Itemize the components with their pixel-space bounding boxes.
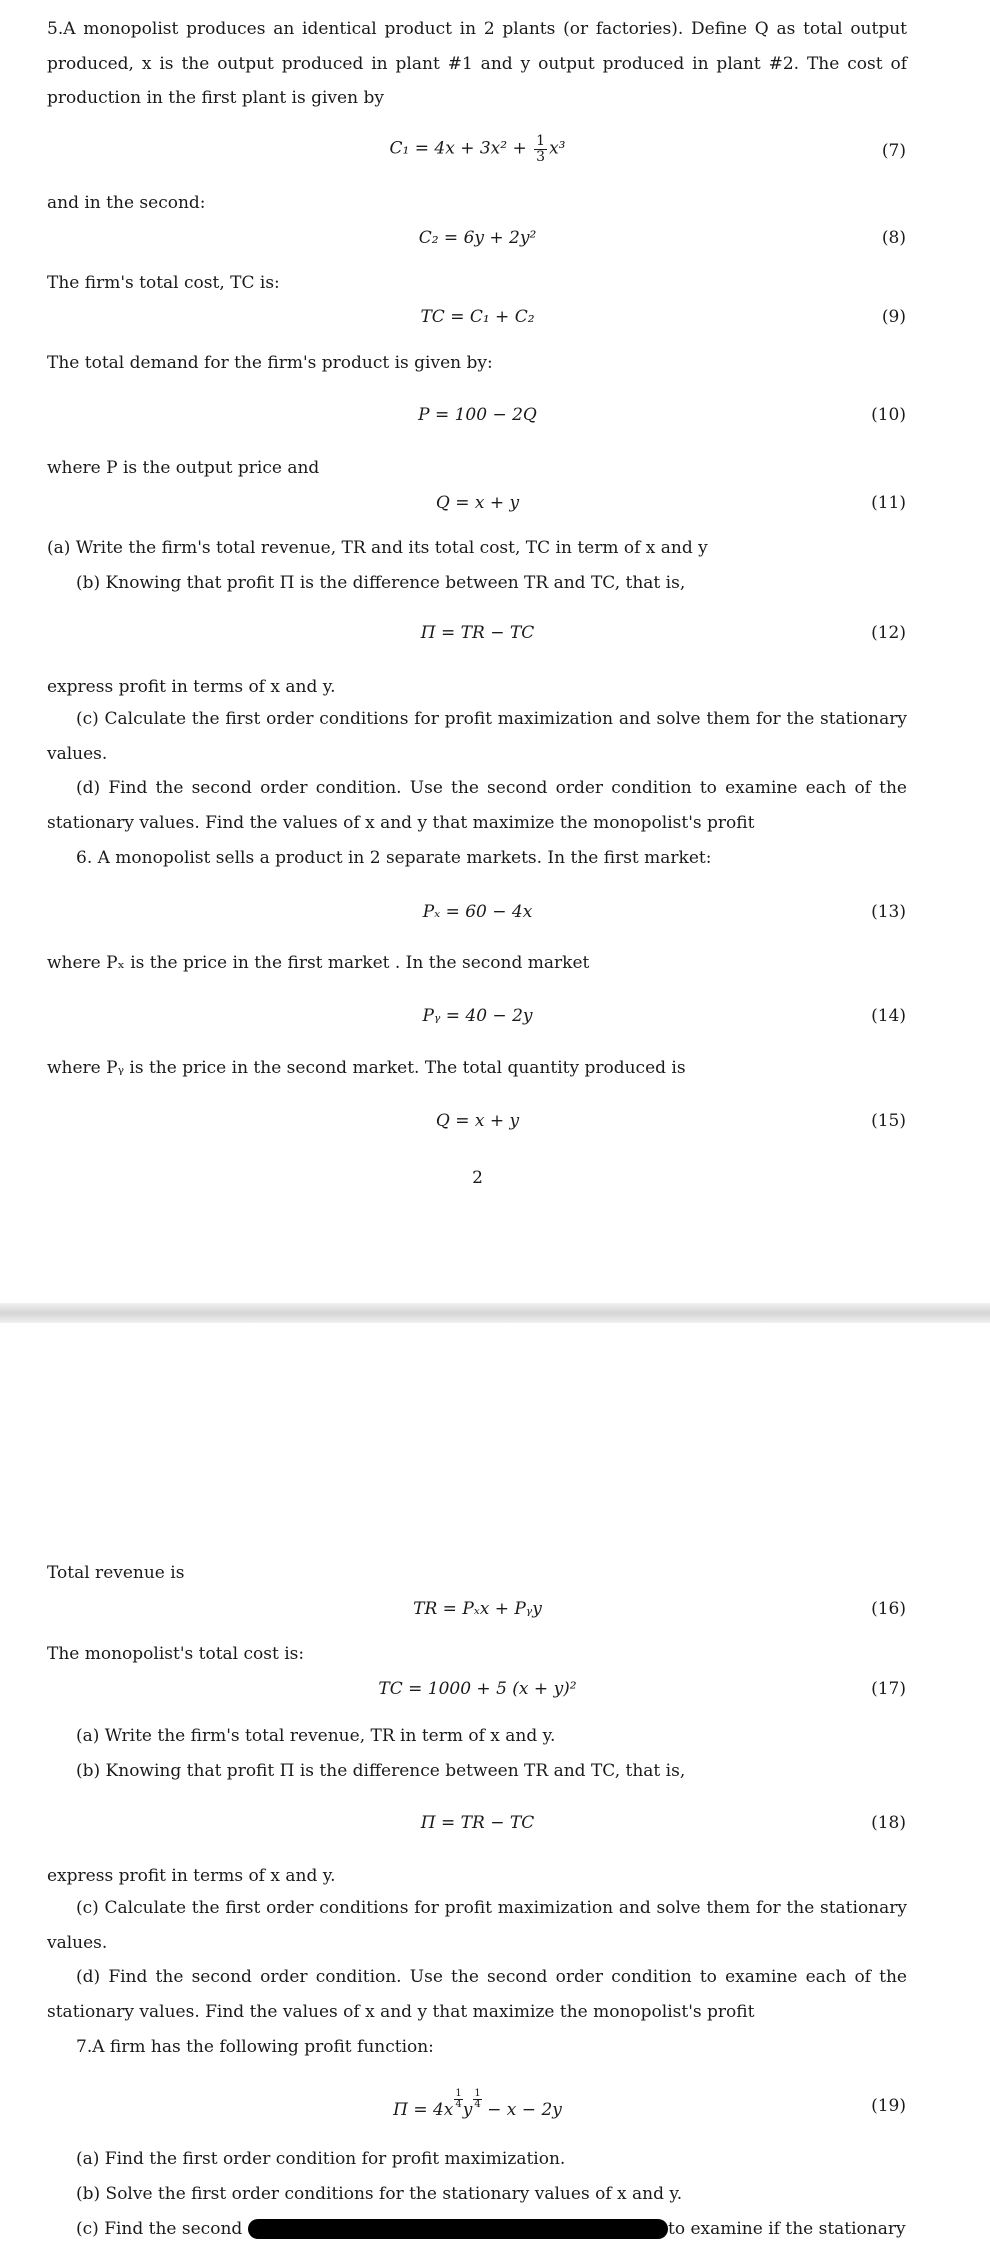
equation-number: (17) (871, 1679, 906, 1699)
equation-number: (15) (871, 1111, 906, 1131)
text-line: where Pₓ is the price in the first market . In the second market (47, 953, 590, 973)
text-line: The firm's total cost, TC is: (47, 273, 280, 293)
q5-intro: 5.A monopolist produces an identical product in 2 plants (or factories). Define Q as total output produced, x is the output produced in plant #1 and y output produced in plant #2. The cost of production in the first plant is given by (47, 19, 907, 108)
equation-number: (16) (871, 1599, 906, 1619)
equation-number: (19) (871, 2096, 906, 2116)
q7c-end: to examine if the stationary (668, 2219, 906, 2239)
q6b: (b) Knowing that profit Π is the difference between TR and TC, that is, (76, 1761, 686, 1781)
q6a: (a) Write the firm's total revenue, TR in term of x and y. (76, 1726, 556, 1746)
equation-number: (9) (881, 307, 906, 327)
page-number: 2 (472, 1168, 483, 1188)
equation-13: Pₓ = 60 − 4x (422, 902, 533, 922)
equation-8: C₂ = 6y + 2y² (418, 228, 537, 248)
q6d: (d) Find the second order condition. Use the second order condition to examine each of the stationary values. Find the values of x and y that maximize the monopolist's profit (47, 1967, 907, 2022)
q7c-start: (c) Find the second (76, 2219, 243, 2239)
equation-19: Π = 4x $\frac{1}{4}$ y $\frac{1}{4}$ − x − 2y (393, 2088, 562, 2120)
equation-number: (8) (881, 228, 906, 248)
equation-16: TR = Pₓx + Pᵧy (413, 1599, 542, 1619)
text-line: express profit in terms of x and y. (47, 1866, 336, 1886)
fraction: $\frac{1}{3}$ (536, 133, 546, 165)
equation-number: (14) (871, 1006, 906, 1026)
text-line: and in the second: (47, 193, 206, 213)
equation-17: TC = 1000 + 5 (x + y)² (378, 1679, 577, 1699)
q7b: (b) Solve the first order conditions for the stationary values of x and y. (76, 2184, 683, 2204)
redaction-mark (248, 2219, 668, 2239)
text-line: The total demand for the firm's product is given by: (47, 353, 493, 373)
q5a: (a) Write the firm's total revenue, TR and its total cost, TC in term of x and y (47, 538, 708, 558)
equation-7: C₁ = 4x + 3x² + $\frac{1}{3}$ x³ (389, 133, 566, 165)
equation-9: TC = C₁ + C₂ (420, 307, 535, 327)
equation-number: (11) (871, 493, 906, 513)
text-line: Total revenue is (47, 1563, 185, 1583)
q6c: (c) Calculate the first order conditions for profit maximization and solve them for the stationary values. (47, 1898, 907, 1953)
text-line: express profit in terms of x and y. (47, 677, 336, 697)
equation-10: P = 100 − 2Q (418, 405, 537, 425)
q5b: (b) Knowing that profit Π is the difference between TR and TC, that is, (76, 573, 686, 593)
equation-15: Q = x + y (435, 1111, 520, 1131)
equation-12: Π = TR − TC (420, 623, 535, 643)
exponent-fraction: $\frac{1}{4}$ (455, 2088, 462, 2110)
page-separator (0, 1303, 990, 1323)
text-line: where P is the output price and (47, 458, 320, 478)
document-page-2 (0, 1323, 990, 2255)
exponent-fraction: $\frac{1}{4}$ (474, 2088, 481, 2110)
q5c: (c) Calculate the first order conditions for profit maximization and solve them for the stationary values. (47, 709, 907, 764)
equation-number: (13) (871, 902, 906, 922)
equation-14: Pᵧ = 40 − 2y (422, 1006, 533, 1026)
q7a: (a) Find the first order condition for profit maximization. (76, 2149, 566, 2169)
equation-number: (18) (871, 1813, 906, 1833)
q5d: (d) Find the second order condition. Use the second order condition to examine each of the stationary values. Find the values of x and y that maximize the monopolist's profit (47, 778, 907, 833)
equation-number: (12) (871, 623, 906, 643)
equation-number: (10) (871, 405, 906, 425)
text-line: where Pᵧ is the price in the second market. The total quantity produced is (47, 1058, 686, 1078)
text-line: The monopolist's total cost is: (47, 1644, 305, 1664)
equation-number: (7) (881, 141, 906, 161)
q6-intro: 6. A monopolist sells a product in 2 separate markets. In the first market: (76, 848, 712, 868)
q7-intro: 7.A firm has the following profit function: (76, 2037, 434, 2057)
equation-11: Q = x + y (435, 493, 520, 513)
equation-18: Π = TR − TC (420, 1813, 535, 1833)
